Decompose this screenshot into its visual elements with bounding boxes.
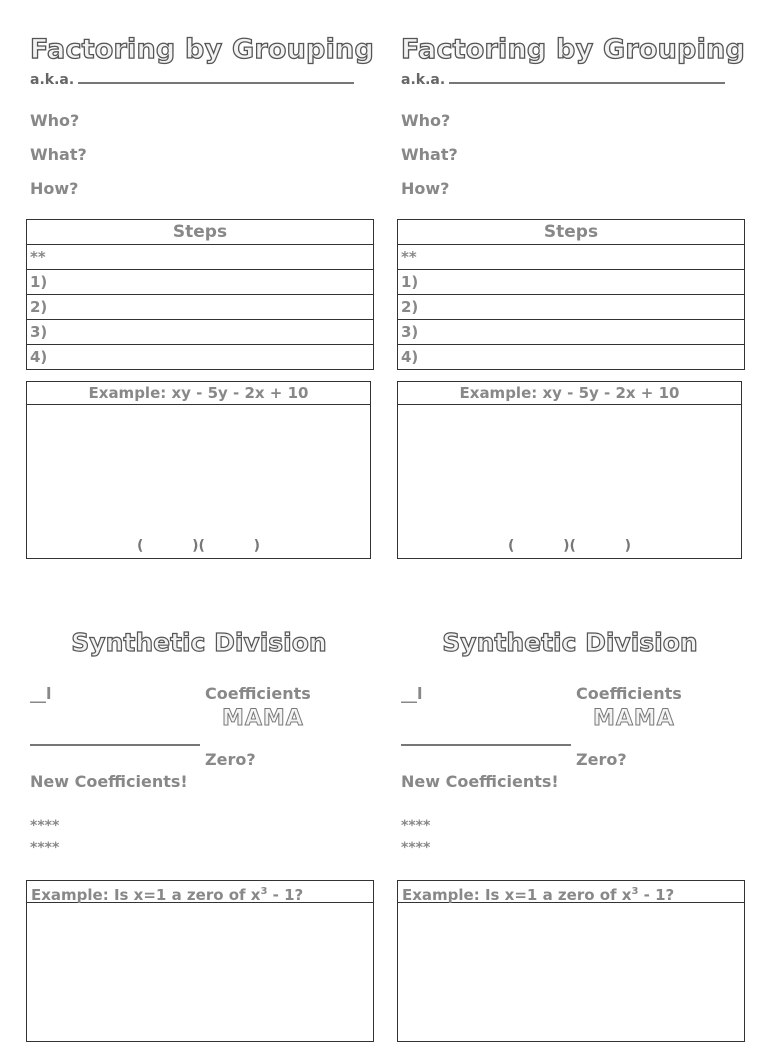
synthetic-example-box <box>397 880 745 1042</box>
step-row: 4) <box>398 344 744 369</box>
synthetic-example-box <box>26 880 374 1042</box>
synthetic-title: Synthetic Division <box>71 628 327 657</box>
synthetic-example-label: Example: Is x=1 a zero of $x^3 - 1$? <box>398 881 744 903</box>
mama-mnemonic: MAMA <box>593 706 675 731</box>
steps-header: Steps <box>543 222 599 242</box>
note-stars: **** <box>30 818 60 834</box>
factoring-example-label: Example: xy - 5y - 2x + 10 <box>27 382 370 405</box>
factoring-example-box <box>26 381 371 559</box>
binomial-template: ( )( ) <box>136 538 261 554</box>
zero-label: Zero? <box>576 750 627 769</box>
notes-panel-left <box>26 0 398 1024</box>
step-row: 4) <box>27 344 373 369</box>
aka-line <box>401 72 725 88</box>
note-stars: **** <box>30 840 60 856</box>
binomial-template: ( )( ) <box>507 538 632 554</box>
synthetic-title: Synthetic Division <box>442 628 698 657</box>
remainder-line <box>401 744 571 746</box>
aka-label: a.k.a. <box>401 72 446 88</box>
note-stars: **** <box>401 818 431 834</box>
divisor-mark: __l <box>401 684 423 703</box>
factoring-title: Factoring by Grouping <box>30 34 374 65</box>
question-how: How? <box>30 179 79 198</box>
question-who: Who? <box>30 111 80 130</box>
remainder-line <box>30 744 200 746</box>
step-row: ** <box>27 244 373 269</box>
question-how: How? <box>401 179 450 198</box>
factoring-title: Factoring by Grouping <box>401 34 745 65</box>
notes-panel-right <box>397 0 768 1024</box>
factoring-example-box <box>397 381 742 559</box>
new-coefficients-label: New Coefficients! <box>401 772 559 791</box>
aka-label: a.k.a. <box>30 72 75 88</box>
step-row: 3) <box>27 319 373 344</box>
step-row: ** <box>398 244 744 269</box>
coefficients-label: Coefficients <box>205 684 311 703</box>
new-coefficients-label: New Coefficients! <box>30 772 188 791</box>
aka-blank <box>449 73 725 84</box>
steps-header: Steps <box>172 222 228 242</box>
step-row: 1) <box>27 269 373 294</box>
question-what: What? <box>401 145 458 164</box>
steps-table <box>26 219 374 370</box>
coefficients-label: Coefficients <box>576 684 682 703</box>
zero-label: Zero? <box>205 750 256 769</box>
steps-table <box>397 219 745 370</box>
aka-blank <box>78 73 354 84</box>
step-row: 1) <box>398 269 744 294</box>
mama-mnemonic: MAMA <box>222 706 304 731</box>
divisor-mark: __l <box>30 684 52 703</box>
step-row: 2) <box>27 294 373 319</box>
question-what: What? <box>30 145 87 164</box>
step-row: 3) <box>398 319 744 344</box>
question-who: Who? <box>401 111 451 130</box>
factoring-example-label: Example: xy - 5y - 2x + 10 <box>398 382 741 405</box>
aka-line <box>30 72 354 88</box>
synthetic-example-label: Example: Is x=1 a zero of $x^3 - 1$? <box>27 881 373 903</box>
step-row: 2) <box>398 294 744 319</box>
note-stars: **** <box>401 840 431 856</box>
